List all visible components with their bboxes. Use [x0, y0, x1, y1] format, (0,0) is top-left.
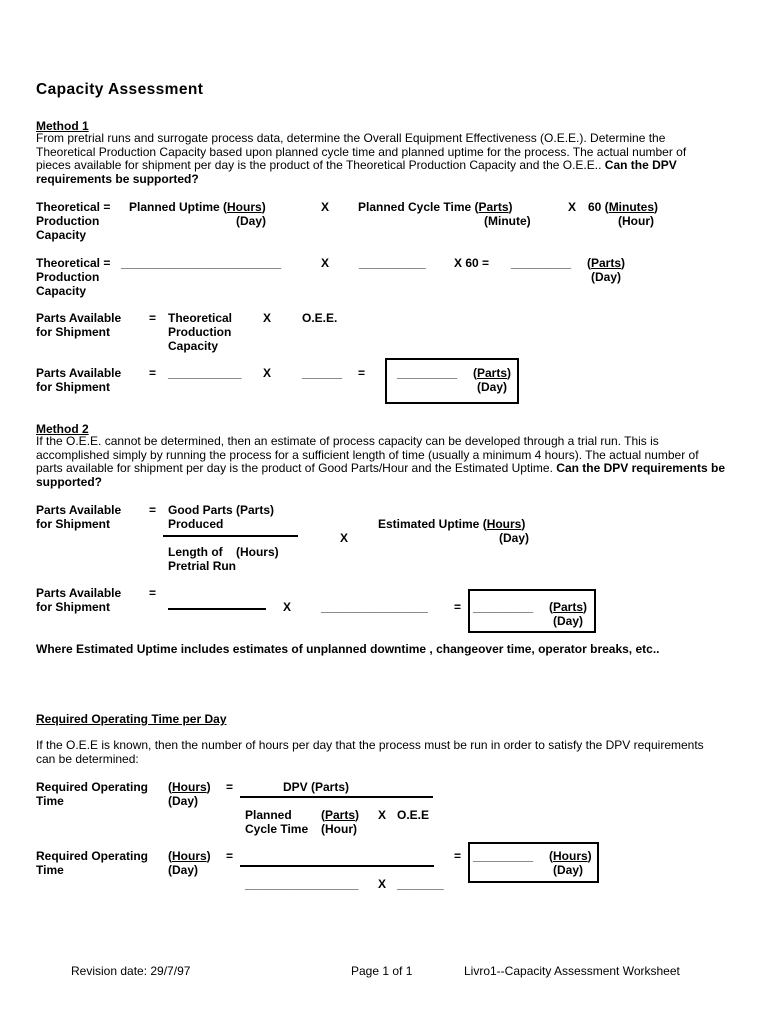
rf2-result-day: (Day): [553, 863, 584, 877]
m1f1-cycle: Planned Cycle Time (Parts): [358, 200, 513, 214]
m1f3-tpc3: Capacity: [168, 339, 219, 353]
m1f3-lhs1: Parts Available: [36, 311, 122, 325]
rf1-lhs2: Time: [36, 794, 64, 808]
rf2-result-hours: (Hours): [549, 849, 592, 863]
m2f1-est: Estimated Uptime (Hours): [378, 517, 526, 531]
m1f2-parts: (Parts): [587, 256, 626, 270]
rf2-den-blank-b: _______: [397, 877, 444, 891]
m1f1-lhs1: Theoretical =: [36, 200, 111, 214]
m1f4-blank-a: ___________: [168, 366, 242, 380]
m1f1-day: (Day): [236, 214, 267, 228]
footer-sheet: Livro1--Capacity Assessment Worksheet: [464, 964, 680, 978]
rf2-lhs2: Time: [36, 863, 64, 877]
m2f2-blank-c: _________: [473, 600, 534, 614]
m1f1-parts: Parts: [478, 200, 509, 214]
m2f1-day: (Day): [499, 531, 530, 545]
m1f3-lhs2: for Shipment: [36, 325, 110, 339]
m1f1-sixty: 60 (Minutes): [588, 200, 659, 214]
m2f2-blank-b: ________________: [321, 600, 428, 614]
m1f2-blank-b: __________: [359, 256, 426, 270]
m1f4-x: X: [263, 366, 272, 380]
m1f4-lhs2: for Shipment: [36, 380, 110, 394]
method2-text: If the O.E.E. cannot be determined, then an estimate of process capacity can be developed through a trial run. This is accomplished simply by running the process for a sufficient length of time (usually a minimum 4 hours). The actual number of parts available for shipment per day is the product of Good Parts/Hour and the Estimated Uptime.: [36, 434, 699, 476]
m1f2-lhs2: Production: [36, 270, 100, 284]
m1f4-blank-b: ______: [302, 366, 343, 380]
m1f1-minute: (Minute): [484, 214, 531, 228]
rf2-hours: (Hours): [168, 849, 211, 863]
rf1-lhs1: Required Operating: [36, 780, 149, 794]
m2f1-den1: Length of (Hours): [168, 545, 279, 559]
m2f1-den2: Pretrial Run: [168, 559, 237, 573]
m2f2-parts: (Parts): [549, 600, 588, 614]
m2f1-num2: Produced: [168, 517, 224, 531]
m2f1-x: X: [340, 531, 349, 545]
rf1-hours: (Hours): [168, 780, 211, 794]
m2f1-lhs1: Parts Available: [36, 503, 122, 517]
rf1-num: DPV (Parts): [283, 780, 350, 794]
required-heading: Required Operating Time per Day: [36, 712, 227, 726]
m1f1-uptime: Planned Uptime (Hours): [129, 200, 266, 214]
rf1-den-oee: O.E.E: [397, 808, 430, 822]
m1f4-day: (Day): [477, 380, 508, 394]
m2f2-eq: =: [149, 586, 157, 600]
m1f3-tpc1: Theoretical: [168, 311, 233, 325]
m2f2-day: (Day): [553, 614, 584, 628]
m2f2-x: X: [283, 600, 292, 614]
m2f1-eq: =: [149, 503, 157, 517]
rf2-eq2: =: [454, 849, 462, 863]
method1-question: Can the DPV requirements be supported?: [36, 158, 677, 186]
rf1-den-parts: (Parts): [321, 808, 360, 822]
rf2-fraction-bar: [240, 865, 434, 867]
m1f4-blank-c: _________: [397, 366, 458, 380]
m1f2-blank-c: _________: [511, 256, 572, 270]
m1f1-minutes: Minutes: [608, 200, 655, 214]
m1f1-hour: (Hour): [618, 214, 654, 228]
m1f4-lhs1: Parts Available: [36, 366, 122, 380]
m1f2-x1: X: [321, 256, 330, 270]
required-paragraph: If the O.E.E is known, then the number of hours per day that the process must be run in order to satisfy the DPV requirements can be determined:: [36, 738, 704, 766]
m1f3-oee: O.E.E.: [302, 311, 338, 325]
rf1-eq: =: [226, 780, 234, 794]
m1f1-x1: X: [321, 200, 330, 214]
m1f2-x60: X 60 =: [454, 256, 490, 270]
page-title: Capacity Assessment: [36, 81, 204, 98]
m1f1-hours: Hours: [227, 200, 262, 214]
m1f4-parts: (Parts): [473, 366, 512, 380]
method2-paragraph: [36, 435, 726, 489]
rf2-eq: =: [226, 849, 234, 863]
method1-heading: Method 1: [36, 119, 89, 133]
m1f2-lhs3: Capacity: [36, 284, 87, 298]
m1f1-x2: X: [568, 200, 577, 214]
m1f1-lhs3: Capacity: [36, 228, 87, 242]
m2f1-num1: Good Parts (Parts): [168, 503, 275, 517]
rf1-day: (Day): [168, 794, 199, 808]
method2-question: Can the DPV requirements be supported?: [36, 461, 725, 489]
footer-revision: Revision date: 29/7/97: [71, 964, 191, 978]
rf2-day: (Day): [168, 863, 199, 877]
rf1-fraction-bar: [240, 796, 433, 798]
rf1-den1: Planned: [245, 808, 292, 822]
method2-heading: Method 2: [36, 422, 89, 436]
method2-note: Where Estimated Uptime includes estimates of unplanned downtime , changeover time, operator breaks, etc..: [36, 642, 660, 656]
m2f2-blank-a: [168, 608, 266, 610]
m1f2-blank-a: ________________________: [121, 256, 282, 270]
m1f4-eq: =: [149, 366, 157, 380]
rf1-den-hour: (Hour): [321, 822, 357, 836]
m1f1-lhs2: Production: [36, 214, 100, 228]
rf2-den-x: X: [378, 877, 387, 891]
m2f1-lhs2: for Shipment: [36, 517, 110, 531]
m1f3-x: X: [263, 311, 272, 325]
m2f2-eq2: =: [454, 600, 462, 614]
m2f1-hours: Hours: [486, 517, 522, 531]
method1-paragraph: [36, 132, 712, 186]
m1f4-eq2: =: [358, 366, 366, 380]
m2f2-lhs1: Parts Available: [36, 586, 122, 600]
m1f2-lhs1: Theoretical =: [36, 256, 111, 270]
rf1-den-x: X: [378, 808, 387, 822]
method1-text: From pretrial runs and surrogate process data, determine the Overall Equipment Effectiveness (O.E.E.). Determine the Theoretical Production Capacity based upon planned cycle time and planned uptime for the process. The actual number of pieces available for shipment per day is the product of the Theoretical Production Capacity and the O.E.E..: [36, 131, 687, 173]
rf1-den2: Cycle Time: [245, 822, 309, 836]
m2f2-lhs2: for Shipment: [36, 600, 110, 614]
m1f3-tpc2: Production: [168, 325, 232, 339]
m1f3-eq: =: [149, 311, 157, 325]
rf2-blank-c: _________: [473, 849, 534, 863]
rf2-den-blank-a: _________________: [245, 877, 359, 891]
m1f2-day: (Day): [591, 270, 622, 284]
rf2-lhs1: Required Operating: [36, 849, 149, 863]
m2f1-fraction-bar: [163, 535, 298, 537]
footer-page: Page 1 of 1: [351, 964, 413, 978]
